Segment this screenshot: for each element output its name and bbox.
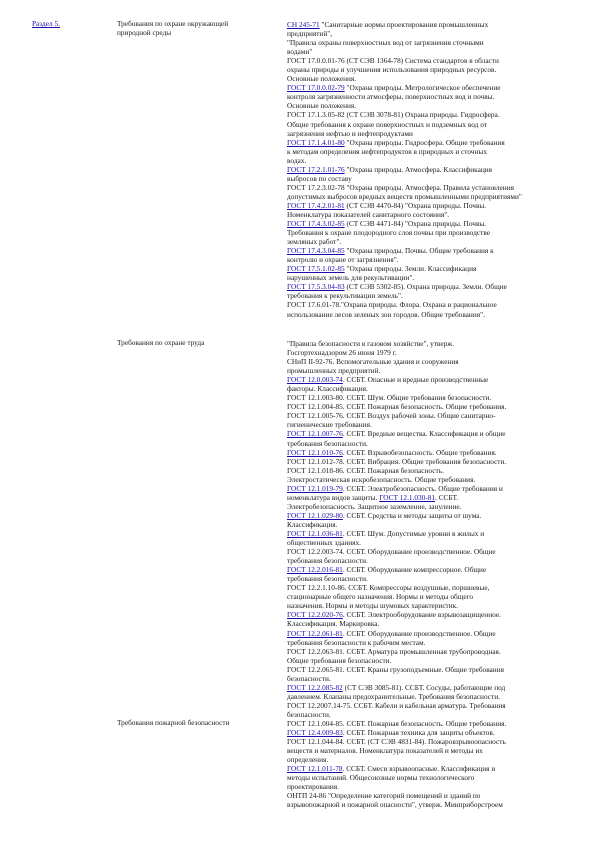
line-text: Электробезопасность. Защитное заземление, зануление.	[287, 501, 462, 511]
standard-reference-link[interactable]: ГОСТ 12.1.030-81	[379, 492, 436, 502]
line-text: Общие требования безопасности.	[287, 655, 392, 665]
text-line	[287, 192, 562, 201]
standard-reference-link[interactable]: ГОСТ 12.0.003-74	[287, 375, 343, 385]
line-text: нарушенных земель для рекультивации".	[287, 273, 415, 283]
standard-reference-link[interactable]: ГОСТ 17.2.1.01-76	[287, 164, 345, 174]
standard-reference-link[interactable]: ГОСТ 12.1.019-79	[287, 483, 343, 493]
line-text: . ССБТ. Шум. Допустимые уровни в жилых и	[342, 528, 485, 538]
standard-reference-link[interactable]: ГОСТ 12.1.011-78	[287, 764, 343, 774]
standard-reference-link[interactable]: ГОСТ 12.2.085-82	[287, 682, 343, 692]
line-text: (СТ СЭВ 4470-84) "Охрана природы. Почвы.	[344, 200, 487, 210]
text-line	[287, 764, 562, 773]
text-line	[287, 38, 562, 47]
line-text: Основные положения.	[287, 74, 357, 84]
line-text: взрывопожарной и пожарной опасности", утверж. Минприборстроем	[287, 800, 503, 810]
line-text: безопасности.	[287, 709, 331, 719]
line-text: (СТ СЭВ 5302-85). Охрана природы. Земли. Общие	[344, 282, 507, 292]
line-text: ГОСТ 17.6.01-78."Охрана природы. Флора. Охрана и рациональное	[287, 300, 497, 310]
standard-reference-link[interactable]: ГОСТ 17.0.0.02-79	[287, 83, 345, 93]
text-line	[287, 710, 562, 719]
text-line	[287, 264, 562, 273]
text-line	[287, 791, 562, 800]
text-line	[287, 29, 562, 38]
text-line	[287, 619, 562, 628]
line-text: водах.	[287, 155, 307, 165]
standard-reference-link[interactable]: ГОСТ 12.1.029-80	[287, 510, 343, 520]
line-text: допустимых выбросов вредных веществ промышленными предприятиями"	[287, 191, 522, 201]
text-line	[287, 83, 562, 92]
section-title	[117, 719, 275, 728]
text-line	[287, 755, 562, 764]
section-title-line: Требования по охране труда	[117, 339, 205, 347]
text-line	[287, 737, 562, 746]
line-text: стационарные общего назначения. Нормы и методы общего	[287, 592, 474, 602]
text-line	[287, 246, 562, 255]
text-line	[287, 339, 562, 348]
text-line	[287, 475, 562, 484]
text-line	[287, 511, 562, 520]
line-text: . ССБТ. Смеси взрывоопасные. Классификация и	[342, 764, 496, 774]
line-text: ГОСТ 12.2007.14-75. ССБТ. Кабели и кабельная арматура. Требования	[287, 700, 506, 710]
line-text: Требования к охране плодородного слоя почвы при производстве	[287, 228, 490, 238]
line-text: "Правила безопасности в газовом хозяйстве", утверж.	[287, 339, 455, 348]
text-line	[287, 529, 562, 538]
text-line	[287, 502, 562, 511]
text-line	[287, 366, 562, 375]
standard-reference-link[interactable]: СН 245-71	[287, 20, 320, 29]
line-text: Основные положения.	[287, 101, 357, 111]
text-line	[287, 138, 562, 147]
line-text: выбросов по составу	[287, 173, 352, 183]
text-line	[287, 547, 562, 556]
line-text: ГОСТ 12.2.003-74. ССБТ. Оборудование производственное. Общие	[287, 547, 496, 557]
section-title	[117, 339, 275, 348]
line-text: . ССБТ. Электрооборудование взрывозащищенное.	[342, 610, 501, 620]
line-text: . ССБТ.	[435, 492, 459, 502]
text-line	[287, 638, 562, 647]
text-line	[287, 375, 562, 384]
line-text: Общие требования к охране поверхностных и подземных вод от	[287, 119, 487, 129]
line-text: факторы. Классификация.	[287, 384, 368, 394]
section-ref-text[interactable]: Раздел 5.	[32, 19, 60, 28]
text-line	[287, 629, 562, 638]
standard-reference-link[interactable]: ГОСТ 12.1.007-76	[287, 429, 343, 439]
text-line	[287, 674, 562, 683]
text-line	[287, 728, 562, 737]
section-title-line: Требования по охране окружающей	[117, 20, 229, 28]
text-line	[287, 420, 562, 429]
line-text: Электростатическая искробезопасность. Общие требования.	[287, 474, 476, 484]
line-text: ГОСТ 12.1.044-84. ССБТ. (СТ СЭВ 4831-84). Пожаровзрывоопасность	[287, 737, 506, 747]
line-text: определения.	[287, 755, 329, 765]
text-line	[287, 457, 562, 466]
standard-reference-link[interactable]: ГОСТ 12.1.010-76	[287, 447, 343, 457]
line-text: . ССБТ. Пожарная техника для защиты объектов.	[342, 728, 495, 738]
section-ref-link[interactable]	[32, 20, 106, 29]
line-text: . ССБТ. Электробезопасность. Общие требования и	[342, 483, 503, 493]
text-line	[287, 773, 562, 782]
text-line	[287, 592, 562, 601]
line-text: ОНТП 24-86 "Определение категорий помещений и зданий по	[287, 791, 481, 801]
text-line	[287, 429, 562, 438]
section-title-line: природной среды	[117, 28, 172, 37]
line-text: гигиенические требования.	[287, 420, 372, 430]
line-text: "Охрана природы. Атмосфера. Классификация	[344, 164, 492, 174]
text-line	[287, 610, 562, 619]
text-line	[287, 219, 562, 228]
text-line	[287, 800, 562, 809]
text-line	[287, 282, 562, 291]
section-title-line: Требования пожарной безопасности	[117, 719, 230, 727]
text-line	[287, 156, 562, 165]
line-text: давлением. Клапаны предохранительные. Требования безопасности.	[287, 691, 500, 701]
text-line	[287, 183, 562, 192]
text-line	[287, 101, 562, 110]
line-text: . ССБТ. Оборудование компрессорное. Общие	[342, 565, 487, 575]
line-text: (СТ СЭВ 4471-84) "Охрана природы. Почвы.	[344, 219, 487, 229]
line-text: Классификация. Маркировка.	[287, 619, 380, 629]
line-text: охраны природы и улучшения использования природных ресурсов.	[287, 65, 497, 75]
line-text: контролю и охране от загрязнения".	[287, 255, 399, 265]
line-text: "Правила охраны поверхностных вод от загрязнения сточными	[287, 38, 484, 48]
line-text: . ССБТ. Средства и методы защиты от шума.	[342, 510, 482, 520]
line-text: ГОСТ 12.1.012-78. ССБТ. Вибрация. Общие требования безопасности.	[287, 456, 507, 466]
line-text: ГОСТ 12.2.1.10-86. ССБТ. Компрессоры воздушные, поршневые,	[287, 583, 490, 593]
text-line	[287, 701, 562, 710]
line-text: Госгортехнадзором 26 июня 1979 г.	[287, 348, 397, 358]
line-text: . ССБТ. Опасные и вредные производственные	[342, 375, 489, 385]
line-text: к методам определения нефтепродуктов в природных и сточных	[287, 146, 487, 156]
text-line	[287, 484, 562, 493]
line-text: ГОСТ 17.1.3.05-82 (СТ СЭВ 3078-81) Охрана природы. Гидросфера.	[287, 110, 500, 120]
text-line	[287, 291, 562, 300]
text-line	[287, 56, 562, 65]
line-text: загрязнения нефтью и нефтепродуктами	[287, 128, 413, 138]
text-line	[287, 692, 562, 701]
text-line	[287, 357, 562, 366]
line-text: "Охрана природы. Метрологическое обеспечение	[344, 83, 501, 93]
text-line	[287, 556, 562, 565]
text-line	[287, 147, 562, 156]
text-line	[287, 300, 562, 309]
line-text: (СТ СЭВ 3085-81). ССБТ. Сосуды, работающие под	[342, 682, 506, 692]
text-line	[287, 439, 562, 448]
text-line	[287, 110, 562, 119]
line-text: ГОСТ 17.2.3.02-78 "Охрана природы. Атмосфера. Правила установления	[287, 182, 514, 192]
standard-reference-link[interactable]: ГОСТ 12.2.016-81	[287, 565, 343, 575]
text-line	[287, 228, 562, 237]
section-content	[287, 719, 562, 809]
standard-reference-link[interactable]: ГОСТ 17.5.3.04-83	[287, 282, 345, 292]
standard-reference-link[interactable]: ГОСТ 17.1.4.01-80	[287, 137, 345, 147]
text-line	[287, 683, 562, 692]
line-text: . ССБТ. Оборудование производственное. Общие	[342, 628, 496, 638]
line-text: ГОСТ 12.1.005-76. ССБТ. Воздух рабочей зоны. Общие санитарно-	[287, 411, 496, 421]
line-text: ГОСТ 12.2.063-81. ССБТ. Арматура промышленная трубопроводная.	[287, 646, 501, 656]
line-text: ГОСТ 12.1.004-85. ССБТ. Пожарная безопасность. Общие требования.	[287, 719, 507, 728]
standard-reference-link[interactable]: ГОСТ 17.5.1.02-85	[287, 264, 345, 274]
standard-reference-link[interactable]: ГОСТ 12.4.009-83	[287, 728, 343, 738]
standard-reference-link[interactable]: ГОСТ 12.1.036-81	[287, 528, 343, 538]
line-text: методы испытаний. Общесоюзные нормы технологического	[287, 773, 475, 783]
line-text: Классификация.	[287, 519, 338, 529]
line-text: ГОСТ 12.1.018-86. ССБТ. Пожарная безопасность.	[287, 465, 444, 475]
text-line	[287, 665, 562, 674]
line-text: "Санитарные нормы проектирования промышленных	[319, 20, 489, 29]
line-text: требования к рекультивации земель".	[287, 291, 403, 301]
standard-reference-link[interactable]: ГОСТ 17.4.3.04-85	[287, 246, 345, 256]
line-text: "Охрана природы. Почвы. Общие требования к	[344, 246, 494, 256]
text-line	[287, 656, 562, 665]
text-line	[287, 120, 562, 129]
line-text: общественных зданиях.	[287, 538, 361, 548]
standard-reference-link[interactable]: ГОСТ 17.4.2.01-81	[287, 200, 345, 210]
text-line	[287, 20, 562, 29]
text-line	[287, 237, 562, 246]
standard-reference-link[interactable]: ГОСТ 17.4.3.02-85	[287, 219, 345, 229]
line-text: ГОСТ 17.0.0.01-76 (СТ СЭВ 1364-78) Система стандартов в области	[287, 56, 499, 66]
text-line	[287, 719, 562, 728]
text-line	[287, 565, 562, 574]
line-text: требования безопасности.	[287, 574, 368, 584]
text-line	[287, 520, 562, 529]
text-line	[287, 466, 562, 475]
text-line	[287, 782, 562, 791]
text-line	[287, 273, 562, 282]
line-text: . ССБТ. Вредные вещества. Классификация и общие	[342, 429, 506, 439]
text-line	[287, 746, 562, 755]
text-line	[287, 74, 562, 83]
text-line	[287, 174, 562, 183]
line-text: проектирования.	[287, 782, 339, 792]
standard-reference-link[interactable]: ГОСТ 12.2.020-76	[287, 610, 343, 620]
line-text: безопасности.	[287, 673, 331, 683]
line-text: промышленных предприятий.	[287, 366, 381, 376]
line-text: назначения. Нормы и методы шумовых характеристик.	[287, 601, 459, 611]
text-line	[287, 583, 562, 592]
text-line	[287, 255, 562, 264]
text-line	[287, 647, 562, 656]
section-content	[287, 20, 562, 319]
line-text: Номенклатура показателей санитарного состояния".	[287, 209, 450, 219]
standard-reference-link[interactable]: ГОСТ 12.2.061-81	[287, 628, 343, 638]
text-line	[287, 411, 562, 420]
line-text: требования безопасности.	[287, 438, 368, 448]
line-text: "Охрана природы. Земли. Классификация	[344, 264, 477, 274]
text-line	[287, 310, 562, 319]
line-text: ГОСТ 12.2.065-81. ССБТ. Краны грузоподъемные. Общие требования	[287, 664, 504, 674]
line-text: использование лесов зеленых зон городов. Общие требования".	[287, 309, 485, 319]
line-text: предприятий",	[287, 29, 333, 39]
line-text: контроля загрязненности атмосферы, поверхностных вод и почвы.	[287, 92, 495, 102]
text-line	[287, 348, 562, 357]
line-text: земляных работ".	[287, 237, 342, 247]
line-text: ГОСТ 12.1.004-85. ССБТ. Пожарная безопасность. Общие требования.	[287, 402, 507, 412]
line-text: . ССБТ. Взрывобезопасность. Общие требования.	[342, 447, 497, 457]
text-line	[287, 65, 562, 74]
text-line	[287, 538, 562, 547]
line-text: веществ и материалов. Номенклатура показателей и методы их	[287, 746, 483, 756]
section-content	[287, 339, 562, 719]
text-line	[287, 384, 562, 393]
text-line	[287, 493, 562, 502]
text-line	[287, 574, 562, 583]
line-text: "Охрана природы. Гидросфера. Общие требования	[344, 137, 505, 147]
line-text: номенклатура видов защиты.	[287, 492, 380, 502]
text-line	[287, 210, 562, 219]
text-line	[287, 129, 562, 138]
line-text: требования безопасности к рабочим местам.	[287, 637, 426, 647]
text-line	[287, 165, 562, 174]
text-line	[287, 393, 562, 402]
text-line	[287, 47, 562, 56]
text-line	[287, 448, 562, 457]
line-text: СНиП II-92-76. Вспомогательные здания и сооружения	[287, 357, 459, 367]
line-text: требования безопасности.	[287, 556, 368, 566]
text-line	[287, 92, 562, 101]
line-text: ГОСТ 12.1.003-80. ССБТ. Шум. Общие требования безопасности.	[287, 393, 492, 403]
text-line	[287, 201, 562, 210]
section-title	[117, 20, 275, 37]
text-line	[287, 402, 562, 411]
line-text: водами"	[287, 47, 313, 57]
text-line	[287, 601, 562, 610]
